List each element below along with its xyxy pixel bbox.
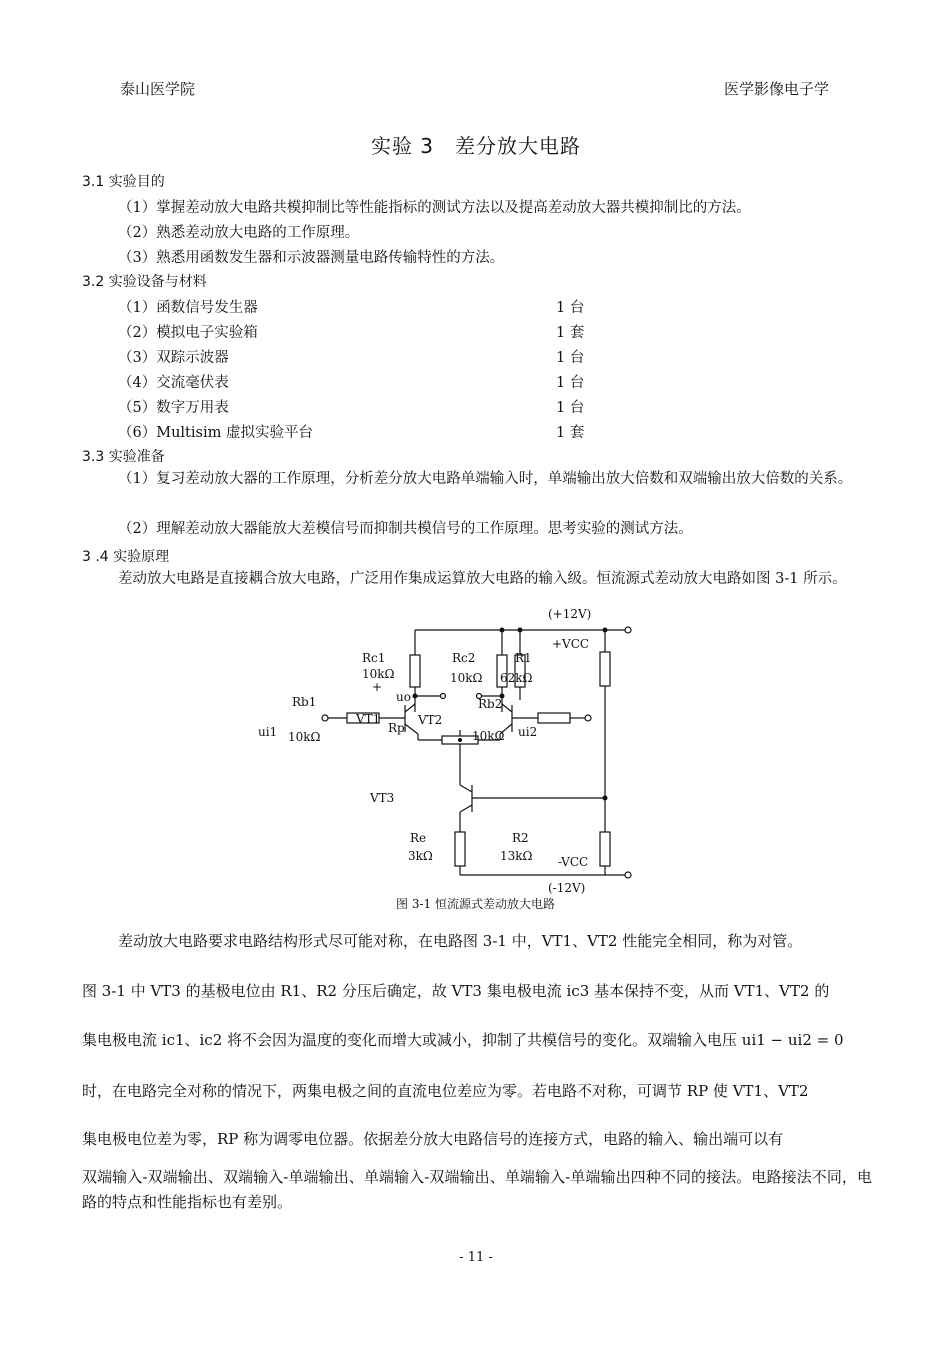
equipment-name: （6）Multisim 虚拟实验平台 xyxy=(118,425,313,441)
body-line: 集电极电流 ic1、ic2 将不会因为温度的变化而增大或减小，抑制了共模信号的变化。双端输入电压 ui1 − ui2 = 0 xyxy=(82,1031,844,1049)
section-heading-principle: 3 .4 实验原理 xyxy=(82,549,170,565)
ui1-label: ui1 xyxy=(258,725,278,739)
prep-paragraph: （2）理解差动放大器能放大差模信号而抑制共模信号的工作原理。思考实验的测试方法。 xyxy=(118,521,693,537)
rb2-label: Rb2 xyxy=(478,697,503,711)
rb1-label: Rb1 xyxy=(292,695,317,709)
vt1-label: VT1 xyxy=(356,712,381,726)
ui2-label: ui2 xyxy=(518,725,538,739)
body-line: 图 3-1 中 VT3 的基极电位由 R1、R2 分压后确定，故 VT3 集电极电流 ic3 基本保持不变，从而 VT1、VT2 的 xyxy=(82,982,830,1000)
r2-label: R2 xyxy=(512,831,529,845)
rc2-value: 10kΩ xyxy=(450,671,483,685)
vcc-neg-label: -VCC xyxy=(558,855,589,869)
objective-item: （2）熟悉差动放大电路的工作原理。 xyxy=(118,225,360,241)
rc1-label: Rc1 xyxy=(362,651,386,665)
rb2-value: 10kΩ xyxy=(472,729,505,743)
equipment-name: （4）交流毫伏表 xyxy=(118,375,229,391)
rc1-value: 10kΩ xyxy=(362,667,395,681)
r1-value: 62kΩ xyxy=(500,671,533,685)
section-heading-equipment: 3.2 实验设备与材料 xyxy=(82,274,207,290)
rp-label: Rp xyxy=(388,721,405,735)
equipment-qty: 1 台 xyxy=(556,300,585,316)
r2-value: 13kΩ xyxy=(500,849,533,863)
rb1-value: 10kΩ xyxy=(288,730,321,744)
figure-caption: 图 3-1 恒流源式差动放大电路 xyxy=(396,897,555,911)
equipment-qty: 1 台 xyxy=(556,350,585,366)
uo-label: uo xyxy=(396,690,411,704)
body-line: 时，在电路完全对称的情况下，两集电极之间的直流电位差应为零。若电路不对称，可调节 RP 使 VT1、VT2 xyxy=(82,1082,809,1100)
body-line: 双端输入-双端输出、双端输入-单端输出、单端输入-双端输出、单端输入-单端输出四种不同的接法。电路接法不同，电路的特点和性能指标也有差别。 xyxy=(82,1168,872,1211)
plus-label: + xyxy=(372,680,383,694)
equipment-name: （1）函数信号发生器 xyxy=(118,300,258,316)
equipment-qty: 1 套 xyxy=(556,425,585,441)
page-number: - 11 - xyxy=(459,1250,493,1265)
body-line: 集电极电位差为零，RP 称为调零电位器。依据差分放大电路信号的连接方式，电路的输入、输出端可以有 xyxy=(82,1130,784,1148)
re-label: Re xyxy=(410,831,427,845)
vcc-pos-value: (+12V) xyxy=(548,607,592,621)
prep-paragraph: （1）复习差动放大器的工作原理，分析差分放大电路单端输入时，单端输出放大倍数和双端输出放大倍数的关系。 xyxy=(118,471,853,487)
section-heading-objectives: 3.1 实验目的 xyxy=(82,174,165,190)
equipment-name: （5）数字万用表 xyxy=(118,400,229,416)
objective-item: （3）熟悉用函数发生器和示波器测量电路传输特性的方法。 xyxy=(118,250,505,266)
r1-label: R1 xyxy=(515,651,532,665)
rc2-label: Rc2 xyxy=(452,651,476,665)
equipment-qty: 1 台 xyxy=(556,375,585,391)
vcc-pos-label: +VCC xyxy=(552,637,590,651)
equipment-name: （3）双踪示波器 xyxy=(118,350,229,366)
header-right: 医学影像电子学 xyxy=(724,80,830,98)
equipment-qty: 1 台 xyxy=(556,400,585,416)
vt3-label: VT3 xyxy=(370,791,395,805)
header-left: 泰山医学院 xyxy=(120,80,196,98)
principle-intro: 差动放大电路是直接耦合放大电路，广泛用作集成运算放大电路的输入级。恒流源式差动放大电路如图 3-1 所示。 xyxy=(118,571,847,587)
re-value: 3kΩ xyxy=(408,849,433,863)
equipment-qty: 1 套 xyxy=(556,325,585,341)
objective-item: （1）掌握差动放大电路共模抑制比等性能指标的测试方法以及提高差动放大器共模抑制比的方法。 xyxy=(118,200,751,216)
section-heading-prep: 3.3 实验准备 xyxy=(82,449,165,465)
vt2-label: VT2 xyxy=(418,713,443,727)
vcc-neg-value: (-12V) xyxy=(548,881,586,895)
circuit-diagram xyxy=(250,600,670,915)
equipment-name: （2）模拟电子实验箱 xyxy=(118,325,258,341)
body-line: 差动放大电路要求电路结构形式尽可能对称，在电路图 3-1 中，VT1、VT2 性能完全相同，称为对管。 xyxy=(118,932,803,950)
page-title: 实验 3 差分放大电路 xyxy=(370,134,582,158)
